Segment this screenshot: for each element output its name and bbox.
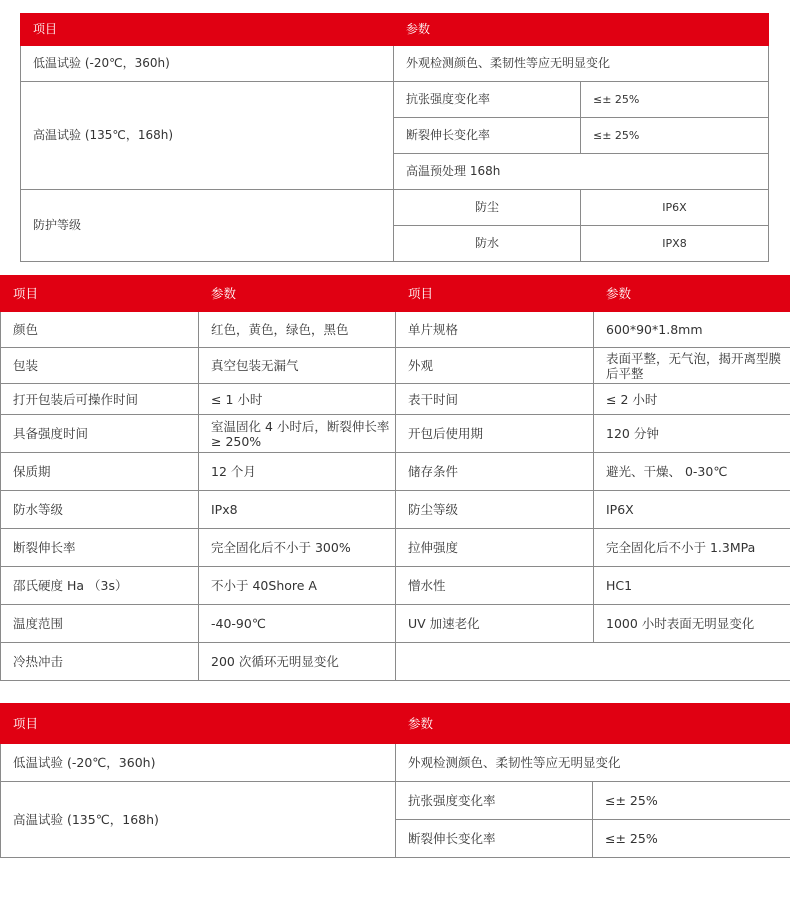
header-item: 项目 [1, 276, 199, 312]
table-row [1, 567, 790, 605]
cell: IPx8 [199, 491, 396, 529]
table-header-row [1, 276, 790, 312]
low-temp-item: 低温试验 (-20℃，360h) [21, 46, 394, 82]
cell: 室温固化 4 小时后，断裂伸长率 ≥ 250% [199, 415, 396, 453]
cell: 储存条件 [396, 453, 594, 491]
header-param: 参数 [594, 276, 790, 312]
cell: 颜色 [1, 312, 199, 348]
cell: 完全固化后不小于 1.3MPa [594, 529, 790, 567]
header-item: 项目 [396, 276, 594, 312]
table-row [1, 529, 790, 567]
cell: 完全固化后不小于 300% [199, 529, 396, 567]
tensile-change-value: ≤± 25% [593, 782, 790, 820]
high-temp-pre: 高温预处理 168h [394, 154, 769, 190]
high-low-temp-table-1 [20, 13, 769, 262]
low-temp-value: 外观检测颜色、柔韧性等应无明显变化 [394, 46, 769, 82]
cell: 包装 [1, 348, 199, 384]
table-row [1, 605, 790, 643]
elongation-change-value: ≤± 25% [581, 118, 769, 154]
cell: 具备强度时间 [1, 415, 199, 453]
table-row [1, 453, 790, 491]
cell: 拉伸强度 [396, 529, 594, 567]
cell: ≤ 2 小时 [594, 384, 790, 415]
cell: 防水等级 [1, 491, 199, 529]
cell: 不小于 40Shore A [199, 567, 396, 605]
header-item: 项目 [21, 14, 394, 46]
high-low-temp-table-2 [0, 703, 790, 858]
high-temp-item: 高温试验 (135℃，168h) [1, 782, 396, 858]
cell: 200 次循环无明显变化 [199, 643, 396, 681]
cell: 红色，黄色，绿色，黑色 [199, 312, 396, 348]
protection-item: 防护等级 [21, 190, 394, 262]
table-row [21, 82, 769, 118]
cell: UV 加速老化 [396, 605, 594, 643]
table-row [1, 312, 790, 348]
dust-name: 防尘 [394, 190, 581, 226]
header-param: 参数 [396, 704, 790, 744]
table-row [1, 415, 790, 453]
table-row [1, 643, 790, 681]
tensile-change-value: ≤± 25% [581, 82, 769, 118]
table-header-row [21, 14, 769, 46]
cell: 断裂伸长率 [1, 529, 199, 567]
cell: 冷热冲击 [1, 643, 199, 681]
cell: 避光、干燥、 0-30℃ [594, 453, 790, 491]
cell: 防尘等级 [396, 491, 594, 529]
cell: 表干时间 [396, 384, 594, 415]
low-temp-item: 低温试验 (-20℃，360h) [1, 744, 396, 782]
cell: 单片规格 [396, 312, 594, 348]
cell: 表面平整，无气泡，揭开离型膜后平整 [594, 348, 790, 384]
elongation-change-name: 断裂伸长变化率 [394, 118, 581, 154]
cell: 外观 [396, 348, 594, 384]
cell: HC1 [594, 567, 790, 605]
table-row [1, 491, 790, 529]
table-row [1, 744, 790, 782]
header-item: 项目 [1, 704, 396, 744]
elongation-change-name: 断裂伸长变化率 [396, 820, 593, 858]
header-param: 参数 [199, 276, 396, 312]
cell: 12 个月 [199, 453, 396, 491]
tensile-change-name: 抗张强度变化率 [396, 782, 593, 820]
low-temp-value: 外观检测颜色、柔韧性等应无明显变化 [396, 744, 790, 782]
cell: 邵氏硬度 Ha （3s） [1, 567, 199, 605]
dust-value: IP6X [581, 190, 769, 226]
cell: 开包后使用期 [396, 415, 594, 453]
empty-cell [396, 643, 790, 681]
cell: -40-90℃ [199, 605, 396, 643]
cell: 打开包装后可操作时间 [1, 384, 199, 415]
cell: 憎水性 [396, 567, 594, 605]
elongation-change-value: ≤± 25% [593, 820, 790, 858]
cell: 600*90*1.8mm [594, 312, 790, 348]
water-name: 防水 [394, 226, 581, 262]
cell: 温度范围 [1, 605, 199, 643]
water-value: IPX8 [581, 226, 769, 262]
product-spec-table [0, 275, 790, 681]
table-row [21, 46, 769, 82]
cell: IP6X [594, 491, 790, 529]
cell: 真空包装无漏气 [199, 348, 396, 384]
table-row [1, 782, 790, 820]
tensile-change-name: 抗张强度变化率 [394, 82, 581, 118]
table-row [1, 384, 790, 415]
cell: ≤ 1 小时 [199, 384, 396, 415]
cell: 保质期 [1, 453, 199, 491]
header-param: 参数 [394, 14, 769, 46]
high-temp-item: 高温试验 (135℃，168h) [21, 82, 394, 190]
table-row [1, 348, 790, 384]
table-header-row [1, 704, 790, 744]
cell: 120 分钟 [594, 415, 790, 453]
cell: 1000 小时表面无明显变化 [594, 605, 790, 643]
table-row [21, 190, 769, 226]
